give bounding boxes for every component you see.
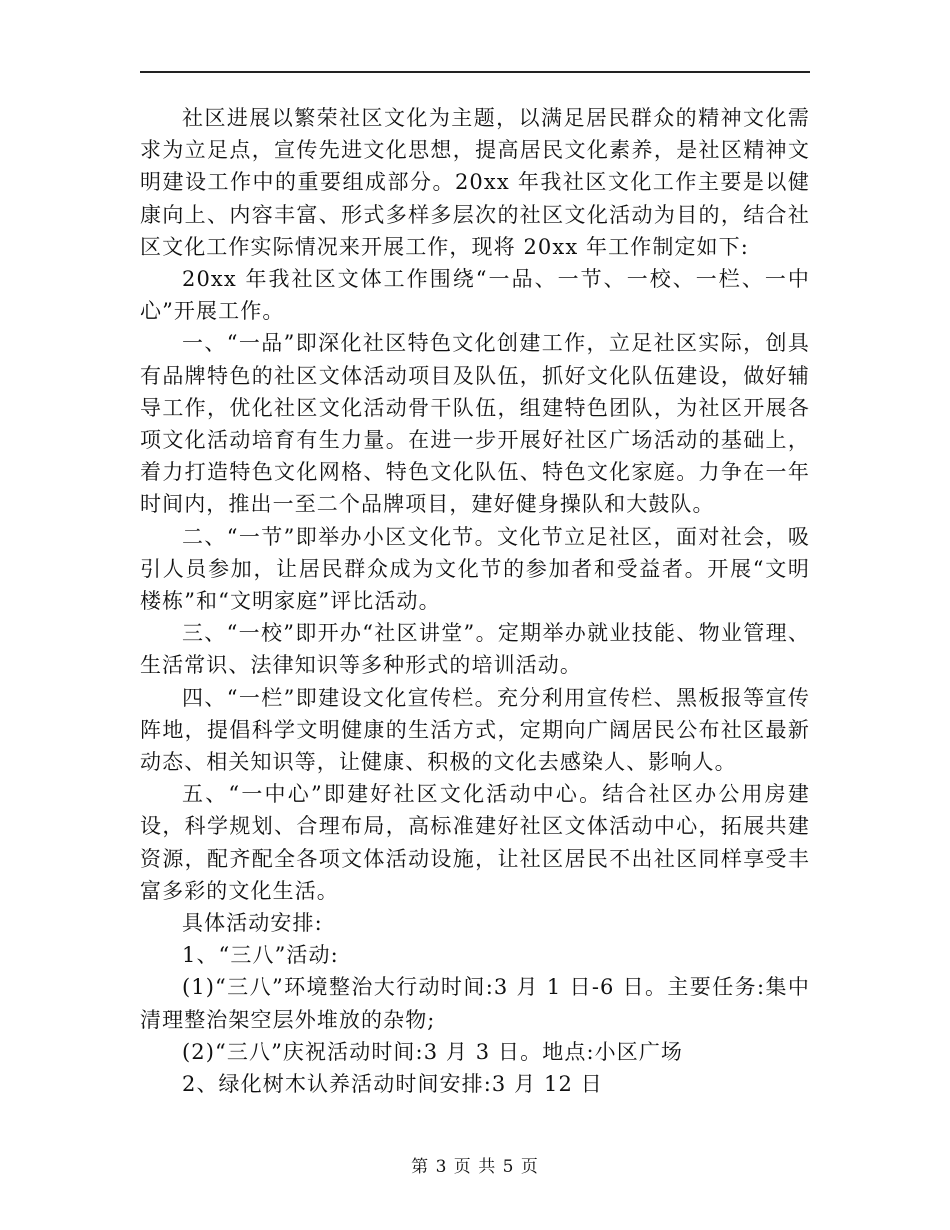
paragraph-schedule-1: 1、“三八”活动: (182, 943, 339, 968)
paragraph-schedule-1-2: (2)“三八”庆祝活动时间:3 月 3 日。地点:小区广场 (182, 1039, 684, 1064)
paragraph-schedule-2: 2、绿化树木认养活动时间安排:3 月 12 日 (182, 1072, 603, 1097)
paragraph-schedule-1-1: (1)“三八”环境整治大行动时间:3 月 1 日-6 日。主要任务:集中清理整治架空层外堆放的杂物; (140, 975, 810, 1032)
paragraph-item-1: 一、“一品”即深化社区特色文化创建工作，立足社区实际，创具有品牌特色的社区文体活动项目及队伍，抓好文化队伍建设，做好辅导工作，优化社区文化活动骨干队伍，组建特色团队，为社区开展各项文化活动培育有生力量。在进一步开展好社区广场活动的基础上，着力打造特色文化网格、特色文化队伍、特色文化家庭。力争在一年时间内，推出一至二个品牌项目，建好健身操队和大鼓队。 (140, 331, 810, 517)
document-body (140, 102, 810, 1100)
paragraph-item-3: 三、“一校”即开办“社区讲堂”。定期举办就业技能、物业管理、生活常识、法律知识等多种形式的培训活动。 (140, 621, 810, 678)
paragraph-intro: 社区进展以繁荣社区文化为主题，以满足居民群众的精神文化需求为立足点，宣传先进文化思想，提高居民文化素养，是社区精神文明建设工作中的重要组成部分。20xx 年我社区文化工作主要是以健康向上、内容丰富、形式多样多层次的社区文化活动为目的，结合社区文化工作实际情况来开展工作，现将 20xx 年工作制定如下: (140, 106, 810, 259)
paragraph-item-2: 二、“一节”即举办小区文化节。文化节立足社区，面对社会，吸引人员参加，让居民群众成为文化节的参加者和受益者。开展“文明楼栋”和“文明家庭”评比活动。 (140, 524, 810, 614)
page-number-footer: 第 3 页 共 5 页 (411, 1157, 539, 1177)
paragraph-item-5: 五、“一中心”即建好社区文化活动中心。结合社区办公用房建设，科学规划、合理布局，高标准建好社区文体活动中心，拓展共建资源，配齐配全各项文体活动设施，让社区居民不出社区同样享受丰富多彩的文化生活。 (140, 782, 810, 903)
paragraph-item-4: 四、“一栏”即建设文化宣传栏。充分利用宣传栏、黑板报等宣传阵地，提倡科学文明健康的生活方式，定期向广阔居民公布社区最新动态、相关知识等，让健康、积极的文化去感染人、影响人。 (140, 685, 810, 775)
header-rule (140, 71, 810, 73)
paragraph-schedule-heading: 具体活动安排: (182, 911, 323, 936)
paragraph-overview: 20xx 年我社区文体工作围绕“一品、一节、一校、一栏、一中心”开展工作。 (140, 267, 810, 324)
